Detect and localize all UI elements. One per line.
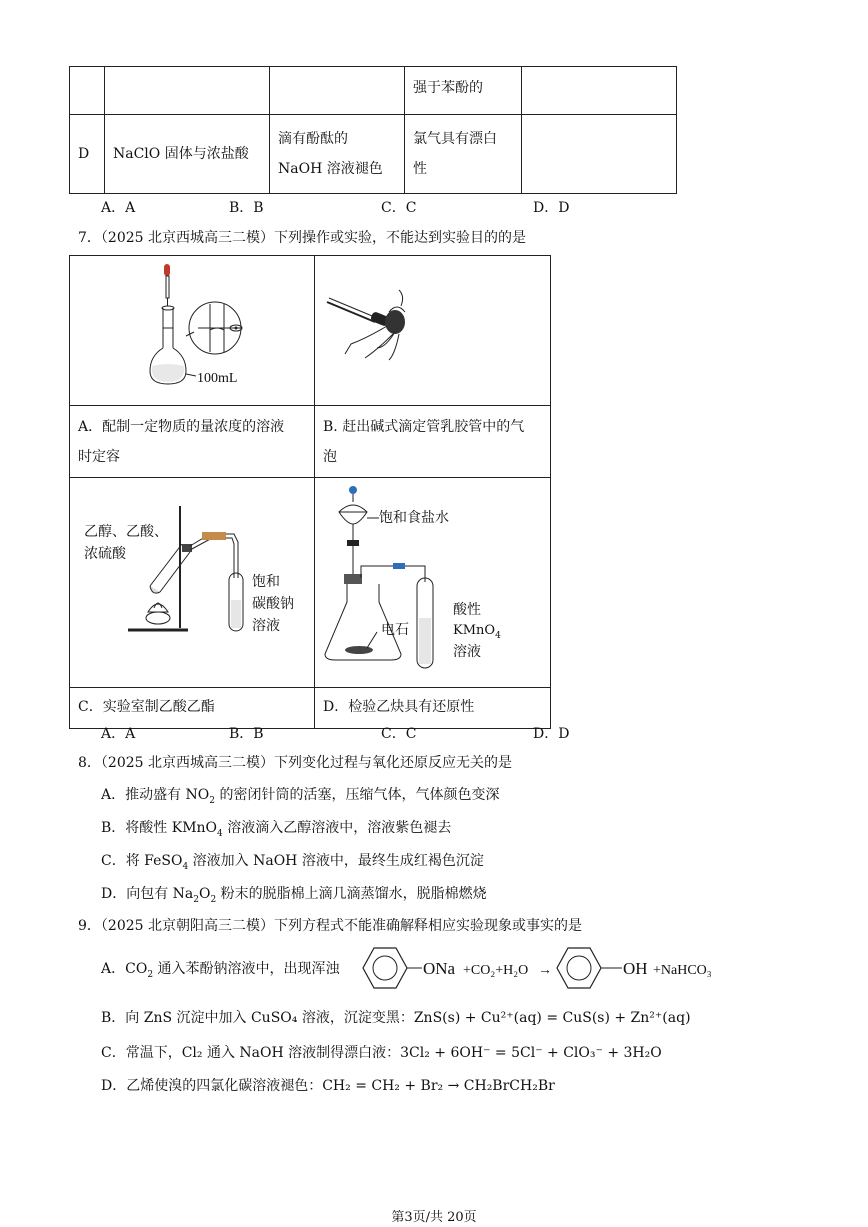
q7-option-a: A．A xyxy=(101,726,136,742)
q6-row1-conclusion: 强于苯酚的 xyxy=(405,67,522,115)
q7-table xyxy=(69,255,551,729)
q6-row2-conclusion xyxy=(405,115,522,194)
phenol-group: OH xyxy=(623,959,648,978)
q9-option-b: B．向 ZnS 沉淀中加入 CuSO₄ 溶液，沉淀变黑：ZnS(s) + Cu²⁺(aq) = CuS(s) + Zn²⁺(aq) xyxy=(101,1010,691,1026)
q9-option-a-sub: 2 xyxy=(147,969,154,980)
reagents-label-1: 乙醇、乙酸、 xyxy=(84,524,168,540)
acidic-label: 酸性 xyxy=(453,602,481,618)
q9-option-a-text xyxy=(101,958,340,980)
q6-table xyxy=(69,66,677,194)
q8-option-a xyxy=(101,784,499,806)
q7-cell-a-caption xyxy=(70,406,315,478)
flask-volume-label: 100mL xyxy=(197,371,238,386)
kmno4-subscript: 4 xyxy=(495,631,501,641)
q6-row1-extra xyxy=(522,67,677,115)
q7-cell-d-caption-text: D．检验乙炔具有还原性 xyxy=(323,699,475,715)
acetylene-apparatus-figure xyxy=(315,478,550,683)
q7-cell-a-caption-line1: A．配制一定物质的量浓度的溶液 xyxy=(78,419,285,435)
q7-cell-a-figure xyxy=(70,256,315,406)
q9-option-a-pre: A．CO xyxy=(101,961,148,977)
q6-row2-phenomenon-line2: NaOH 溶液褪色 xyxy=(278,161,383,177)
q7-cell-b-caption-line2: 泡 xyxy=(323,449,337,465)
q9-option-c: C．常温下，Cl₂ 通入 NaOH 溶液制得漂白液：3Cl₂ + 6OH⁻ = 5Cl⁻ + ClO₃⁻ + 3H₂O xyxy=(101,1045,662,1061)
q8-option-d xyxy=(101,883,487,905)
reagents-label-2: 浓硫酸 xyxy=(84,546,126,562)
q8-option-b xyxy=(101,817,451,839)
q8-option-b-pre: B．将酸性 KMnO xyxy=(101,820,218,836)
q6-row2-conclusion-line1: 氯气具有漂白 xyxy=(413,131,497,147)
q8-option-c-sub: 4 xyxy=(182,861,189,872)
q8-option-a-pre: A．推动盛有 NO xyxy=(101,787,210,803)
q6-row2-reagent: NaClO 固体与浓盐酸 xyxy=(105,115,270,194)
q8-option-d-sub2: 2 xyxy=(210,894,217,905)
benzene-ring-1-icon xyxy=(363,948,407,988)
burette-tube-figure xyxy=(315,256,550,401)
q6-row2-label: D xyxy=(70,115,105,194)
q7-option-d: D．D xyxy=(533,726,570,742)
q8-option-a-sub: 2 xyxy=(209,795,216,806)
solution-label-1: 饱和 xyxy=(252,574,280,590)
kmno4-formula: KMnO xyxy=(453,623,496,638)
kmno4-label xyxy=(453,623,501,641)
kmno4-solution-label: 溶液 xyxy=(453,644,481,660)
q8-option-c-post: 溶液加入 NaOH 溶液中，最终生成红褐色沉淀 xyxy=(188,853,484,869)
q7-cell-b-caption xyxy=(315,406,551,478)
q9-a-arrow: → xyxy=(538,963,552,978)
solution-label-2: 碳酸钠 xyxy=(252,596,294,612)
q9-option-d: D．乙烯使溴的四氯化碳溶液褪色：CH₂ = CH₂ + Br₂ → CH₂BrCH₂Br xyxy=(101,1078,555,1094)
q8-option-b-sub: 4 xyxy=(217,828,223,839)
q7-cell-a-caption-line2: 时定容 xyxy=(78,449,120,465)
q7-option-b: B．B xyxy=(229,726,264,742)
q9-option-a-equation xyxy=(350,940,730,1000)
q6-row2-phenomenon-line1: 滴有酚酞的 xyxy=(278,131,348,147)
q9-a-reactants: +CO₂+H₂O xyxy=(463,963,529,978)
q9-a-products: +NaHCO₃ xyxy=(653,963,712,978)
ester-apparatus-figure xyxy=(70,478,314,683)
q8-option-d-sub1: 2 xyxy=(193,894,200,905)
q7-option-c: C．C xyxy=(381,726,417,742)
q7-cell-b-figure xyxy=(315,256,551,406)
q8-option-d-pre: D．向包有 Na xyxy=(101,886,194,902)
q8-stem: 8．（2025 北京西城高三二模）下列变化过程与氧化还原反应无关的是 xyxy=(78,755,512,771)
q8-option-b-post: 溶液滴入乙醇溶液中，溶液紫色褪去 xyxy=(222,820,452,836)
q6-row2-extra xyxy=(522,115,677,194)
q8-option-c-pre: C．将 FeSO xyxy=(101,853,183,869)
page-footer: 第3页/共 20页 xyxy=(391,1210,477,1225)
q6-row1-label xyxy=(70,67,105,115)
q8-option-c xyxy=(101,850,484,872)
q7-cell-c-caption-text: C．实验室制乙酸乙酯 xyxy=(78,699,215,715)
sodium-phenoxide-group: ONa xyxy=(423,959,456,978)
calcium-carbide-label: 电石 xyxy=(381,622,409,638)
q9-option-a-post: 通入苯酚钠溶液中，出现浑浊 xyxy=(153,961,340,977)
q7-options xyxy=(0,723,868,743)
q6-row2-conclusion-line2: 性 xyxy=(413,161,427,177)
q7-cell-d-figure xyxy=(315,478,551,688)
q6-option-d: D．D xyxy=(533,200,570,216)
q6-row1-phenomenon xyxy=(270,67,405,115)
q8-option-d-mid: O xyxy=(199,886,211,902)
q9-stem: 9．（2025 北京朝阳高三二模）下列方程式不能准确解释相应实验现象或事实的是 xyxy=(78,918,582,934)
volumetric-flask-figure xyxy=(70,256,314,401)
q7-stem: 7．（2025 北京西城高三二模）下列操作或实验，不能达到实验目的的是 xyxy=(78,230,526,246)
q6-option-b: B．B xyxy=(229,200,264,216)
q6-option-c: C．C xyxy=(381,200,417,216)
q7-cell-b-caption-line1: B. 赶出碱式滴定管乳胶管中的气 xyxy=(323,419,525,435)
q6-row1-reagent xyxy=(105,67,270,115)
q6-options xyxy=(0,197,868,217)
q6-option-a: A．A xyxy=(101,200,136,216)
benzene-ring-2-icon xyxy=(557,948,601,988)
q6-row2-phenomenon xyxy=(270,115,405,194)
q8-option-a-post: 的密闭针筒的活塞，压缩气体，气体颜色变深 xyxy=(215,787,500,803)
solution-label-3: 溶液 xyxy=(252,618,280,634)
q7-cell-c-figure xyxy=(70,478,315,688)
brine-label: 饱和食盐水 xyxy=(379,510,449,526)
q8-option-d-post: 粉末的脱脂棉上滴几滴蒸馏水，脱脂棉燃烧 xyxy=(216,886,487,902)
